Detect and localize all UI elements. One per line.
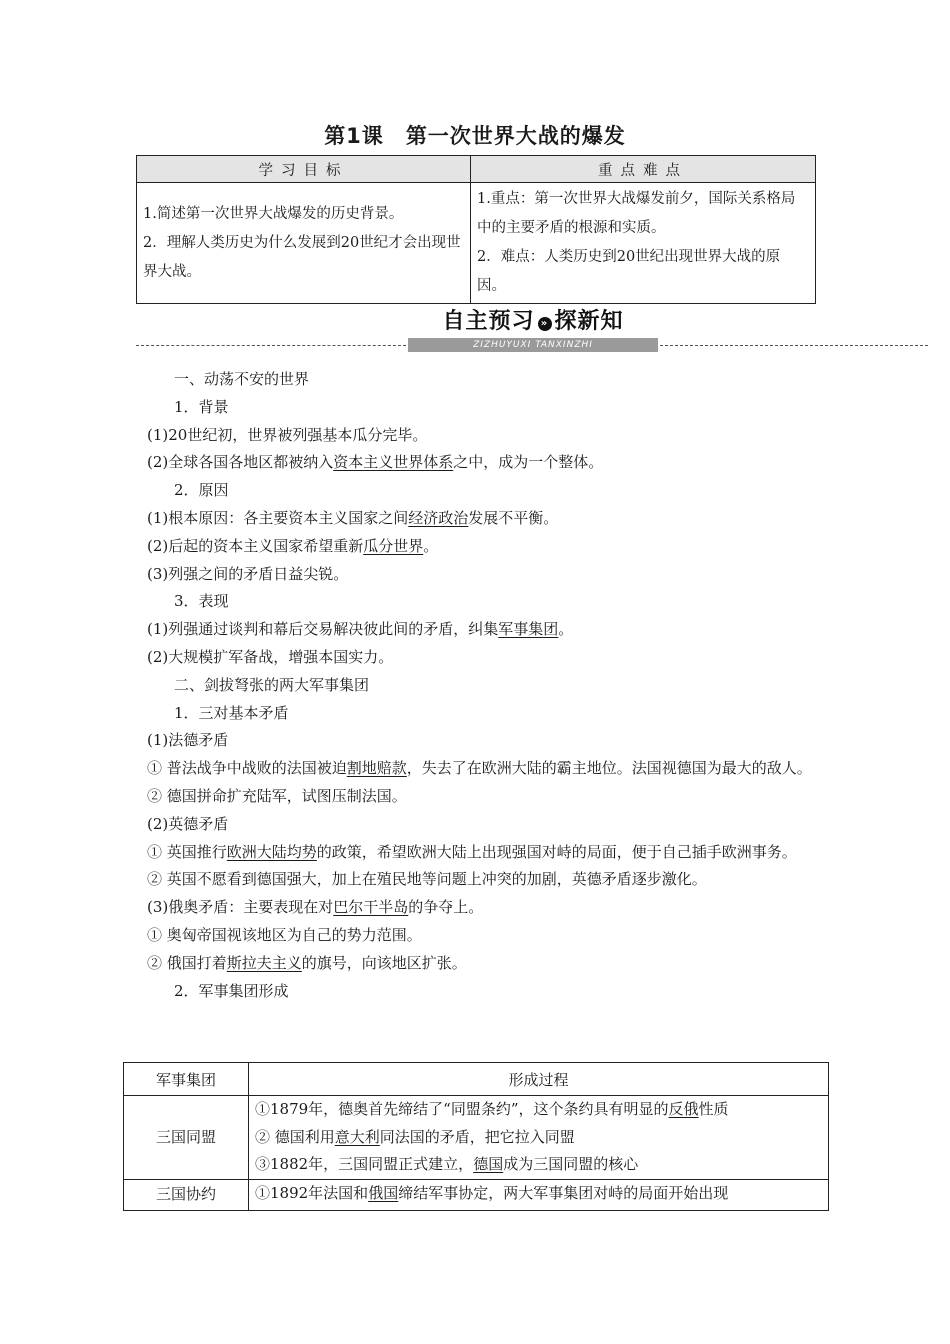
objective-line: 1.简述第一次世界大战爆发的历史背景。 (143, 205, 404, 222)
process-line: ①1879年，德奥首先缔结了“同盟条约”，这个条约具有明显的反俄性质 (255, 1100, 729, 1118)
goals-header-keypoints: 重点难点 (471, 156, 816, 183)
key-term: 斯拉夫主义 (226, 953, 302, 972)
content-line: (2)大规模扩军备战，增强本国实力。 (147, 647, 394, 666)
goals-table (136, 155, 816, 304)
key-term: 欧洲大陆均势 (226, 842, 317, 861)
groups-header-process: 形成过程 (249, 1063, 829, 1096)
section-heading: 二、剑拔弩张的两大军事集团 (174, 675, 370, 694)
lesson-number: 第1课 (324, 124, 384, 148)
banner-title-part2: 探新知 (554, 309, 624, 334)
process-line: ③1882年，三国同盟正式建立，德国成为三国同盟的核心 (255, 1155, 639, 1173)
content-line: ① 英国推行欧洲大陆均势的政策，希望欧洲大陆上出现强国对峙的局面，便于自己插手欧洲事务。 (147, 842, 797, 861)
content-line: ① 奥匈帝国视该地区为自己的势力范围。 (147, 925, 422, 944)
content-line: ② 德国拼命扩充陆军，试图压制法国。 (147, 786, 407, 805)
content-line: (1)法德矛盾 (147, 731, 229, 750)
section-divider-right (660, 345, 928, 346)
goals-objectives-cell (137, 183, 471, 304)
lesson-content (147, 366, 817, 1005)
content-line: (1)根本原因：各主要资本主义国家之间经济政治发展不平衡。 (147, 508, 559, 527)
subsection-heading: 1．背景 (174, 397, 229, 416)
content-line: (2)英德矛盾 (147, 814, 229, 833)
key-term: 资本主义世界体系 (333, 453, 454, 472)
key-term: 瓜分世界 (363, 536, 424, 555)
process-line: ② 德国利用意大利同法国的矛盾，把它拉入同盟 (255, 1127, 575, 1146)
group-process-cell (249, 1096, 829, 1180)
goals-keypoints-cell (471, 183, 816, 304)
section-heading: 一、动荡不安的世界 (174, 370, 310, 388)
key-term: 反俄 (668, 1100, 699, 1118)
content-line: (2)全球各国各地区都被纳入资本主义世界体系之中，成为一个整体。 (147, 453, 604, 472)
group-name-cell: 三国协约 (124, 1179, 249, 1211)
key-term: 经济政治 (408, 508, 469, 527)
content-line: (3)俄奥矛盾：主要表现在对巴尔干半岛的争夺上。 (147, 898, 484, 917)
key-term: 德国 (473, 1155, 504, 1173)
group-process-cell (249, 1179, 829, 1211)
key-term: 意大利 (334, 1127, 380, 1146)
groups-header-name: 军事集团 (124, 1063, 249, 1096)
key-term: 军事集团 (498, 620, 559, 639)
subsection-heading: 2．军事集团形成 (174, 981, 289, 1000)
group-name-cell: 三国同盟 (124, 1096, 249, 1180)
process-line: ①1892年法国和俄国缔结军事协定，两大军事集团对峙的局面开始出现 (255, 1183, 729, 1202)
objective-line: 2．理解人类历史为什么发展到20世纪才会出现世界大战。 (143, 234, 461, 280)
key-term: 割地赔款 (346, 759, 407, 778)
lesson-topic: 第一次世界大战的爆发 (405, 124, 626, 148)
subsection-heading: 3．表现 (174, 592, 229, 611)
content-line: ② 俄国打着斯拉夫主义的旗号，向该地区扩张。 (147, 953, 467, 972)
section-divider-left (136, 345, 406, 346)
keypoint-line: 2．难点：人类历史到20世纪出现世界大战的原因。 (477, 249, 781, 294)
goals-header-objectives: 学习目标 (137, 156, 471, 183)
content-line: (1)20世纪初，世界被列强基本瓜分完毕。 (147, 425, 428, 444)
subsection-heading: 2．原因 (174, 481, 229, 500)
key-term: 俄国 (368, 1183, 399, 1202)
content-line: ② 英国不愿看到德国强大，加上在殖民地等问题上冲突的加剧，英德矛盾逐步激化。 (147, 870, 707, 889)
keypoint-line: 1.重点：第一次世界大战爆发前夕，国际关系格局中的主要矛盾的根源和实质。 (477, 191, 796, 236)
banner-title-part1: 自主预习 (442, 309, 535, 334)
content-line: ① 普法战争中战败的法国被迫割地赔款，失去了在欧洲大陆的霸主地位。法国视德国为最大的敌人。 (147, 759, 812, 778)
section-banner (408, 307, 658, 353)
page-title (0, 120, 950, 150)
content-line: (2)后起的资本主义国家希望重新瓜分世界。 (147, 536, 439, 555)
subsection-heading: 1．三对基本矛盾 (174, 703, 289, 722)
banner-pinyin: ZIZHUYUXI TANXINZHI (408, 338, 658, 352)
content-line: (1)列强通过谈判和幕后交易解决彼此间的矛盾，纠集军事集团。 (147, 620, 574, 639)
key-term: 巴尔干半岛 (333, 898, 409, 917)
content-line: (3)列强之间的矛盾日益尖锐。 (147, 564, 349, 583)
chevron-right-icon: » (538, 317, 552, 331)
military-groups-table (123, 1062, 829, 1211)
